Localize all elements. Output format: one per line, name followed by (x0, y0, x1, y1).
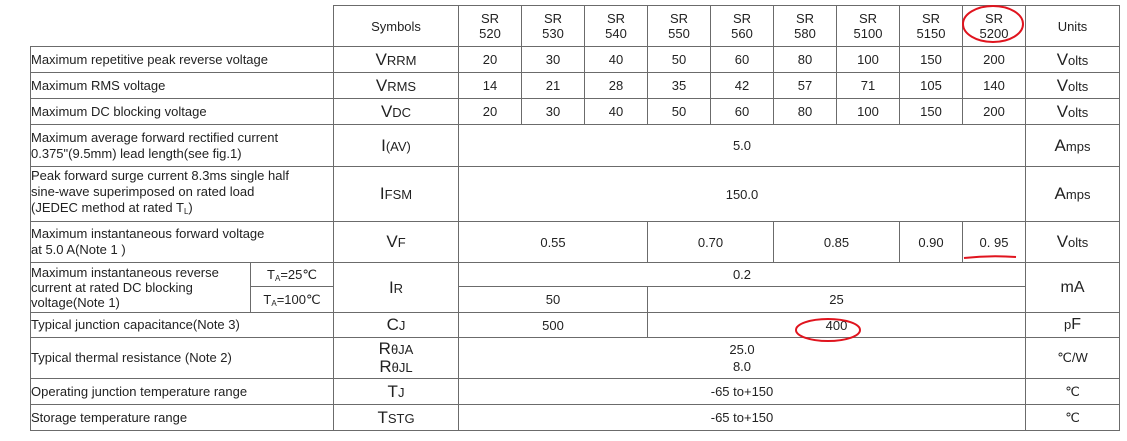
param-label: Typical junction capacitance(Note 3) (31, 313, 334, 338)
symbol-sub: FSM (384, 187, 413, 202)
symbol-sub: STG (387, 410, 415, 426)
param-line: Maximum instantaneous forward voltage (31, 226, 265, 241)
value-cell: 105 (900, 73, 963, 99)
unit-cell: ℃ (1026, 379, 1120, 405)
cond-rest: =100℃ (276, 291, 321, 307)
unit-sub: olts (1068, 235, 1089, 250)
param-line: sine-wave superimposed on rated load (31, 184, 255, 199)
symbol-line (334, 340, 458, 358)
param-line-text: (JEDEC method at rated T (31, 200, 184, 215)
value-cell: 50 (648, 47, 711, 73)
unit-cell (1026, 99, 1120, 125)
model-number: 580 (794, 26, 816, 41)
unit-cell (1026, 73, 1120, 99)
header-row (31, 6, 1120, 47)
table-row (31, 125, 1120, 167)
param-line: 0.375"(9.5mm) lead length(see fig.1) (31, 145, 242, 161)
param-line (31, 200, 333, 220)
symbol-sub: (AV) (385, 138, 411, 154)
unit-main: A (1054, 184, 1066, 203)
value-line: 25.0 (729, 342, 755, 357)
symbol-cell (334, 167, 459, 222)
value-cell: 50 (648, 99, 711, 125)
unit-cell: ℃/W (1026, 338, 1120, 379)
unit-sub: olts (1068, 104, 1089, 120)
symbol-main: V (386, 232, 398, 251)
symbol-main: R (378, 339, 391, 358)
value-cell: 150 (900, 99, 963, 125)
cond-rest: =25℃ (280, 266, 317, 282)
symbol-main: T (387, 381, 398, 401)
symbol-cell (334, 73, 459, 99)
model-header (774, 6, 837, 47)
cond-sub: A (274, 273, 281, 283)
symbol-cell (334, 263, 459, 313)
value-cell: 60 (711, 47, 774, 73)
symbol-main: V (375, 75, 388, 95)
value-cell: 150.0 (459, 167, 1026, 222)
model-number: 530 (542, 26, 564, 41)
unit-main: V (1056, 75, 1069, 95)
symbol-cell (334, 313, 459, 338)
table-row (31, 313, 1120, 338)
param-label (31, 125, 334, 167)
unit-cell (1026, 263, 1120, 313)
param-line: current at rated DC blocking (31, 280, 193, 295)
value-cell: 28 (585, 73, 648, 99)
value-cell (459, 338, 1026, 379)
symbol-cell (334, 379, 459, 405)
value-cell: 21 (522, 73, 585, 99)
value-cell: 60 (711, 99, 774, 125)
symbol-sub: J (398, 318, 406, 333)
value-cell: 40 (585, 47, 648, 73)
value-cell: 0.85 (774, 222, 900, 263)
value-cell: -65 to+150 (459, 405, 1026, 431)
unit-main: p (1063, 317, 1072, 332)
model-prefix: SR (795, 11, 815, 26)
param-label: Operating junction temperature range (31, 379, 334, 405)
model-number: 540 (605, 26, 627, 41)
symbol-main: I (388, 277, 394, 297)
value-cell: 0.2 (459, 263, 1026, 287)
unit-sub: olts (1068, 78, 1089, 94)
model-number: 5200 (979, 26, 1009, 41)
value-line: 8.0 (732, 359, 752, 374)
symbol-cell (334, 99, 459, 125)
model-header (459, 6, 522, 47)
model-prefix: SR (480, 11, 500, 26)
symbol-sub: F (397, 235, 406, 250)
value-cell: 50 (459, 287, 648, 313)
value-cell: 42 (711, 73, 774, 99)
value-cell: 80 (774, 99, 837, 125)
value-cell: 30 (522, 47, 585, 73)
value-cell: 40 (585, 99, 648, 125)
param-line: Peak forward surge current 8.3ms single half (31, 168, 289, 183)
model-number: 560 (731, 26, 753, 41)
table-row (31, 47, 1120, 73)
units-header: Units (1026, 6, 1120, 47)
symbol-sub: DC (392, 104, 412, 120)
value-cell: 35 (648, 73, 711, 99)
table-row (31, 99, 1120, 125)
table-row (31, 167, 1120, 222)
model-header (648, 6, 711, 47)
value-cell: 200 (963, 99, 1026, 125)
value-cell: 0.55 (459, 222, 648, 263)
unit-cell (1026, 222, 1120, 263)
value-cell-highlighted: 400 (648, 313, 1026, 338)
model-prefix: SR (858, 11, 878, 26)
value-cell: 0.70 (648, 222, 774, 263)
value-cell: 200 (963, 47, 1026, 73)
header-blank-cell (31, 6, 334, 47)
param-label (31, 263, 251, 313)
model-header (522, 6, 585, 47)
model-number: 5100 (853, 26, 883, 41)
unit-sub: olts (1068, 52, 1089, 68)
symbol-cell (334, 125, 459, 167)
value-cell: 100 (837, 99, 900, 125)
condition-cell (251, 263, 334, 287)
symbol-sub: R (393, 280, 404, 296)
unit-main: V (1056, 49, 1069, 69)
unit-main: V (1056, 101, 1069, 121)
model-number: 550 (668, 26, 690, 41)
symbol-sub: θJL (391, 360, 413, 375)
param-line: Maximum average forward rectified current (31, 129, 279, 145)
unit-sub: F (1071, 316, 1081, 333)
param-label (31, 167, 334, 222)
unit-sub: mps (1065, 138, 1091, 154)
symbol-main: C (386, 315, 399, 334)
cond-sub: A (271, 298, 277, 308)
symbol-cell (334, 222, 459, 263)
value-cell-highlighted: 0. 95 (963, 222, 1026, 263)
model-header (711, 6, 774, 47)
table-row (31, 73, 1120, 99)
cond-t: T (263, 291, 272, 307)
condition-cell (251, 287, 334, 313)
unit-cell (1026, 313, 1120, 338)
unit-cell (1026, 47, 1120, 73)
value-cell: 140 (963, 73, 1026, 99)
model-prefix: SR (984, 11, 1004, 26)
value-cell: 20 (459, 99, 522, 125)
value-cell: 14 (459, 73, 522, 99)
unit-cell: ℃ (1026, 405, 1120, 431)
unit-main: V (1056, 232, 1069, 251)
ratings-table (30, 5, 1120, 431)
value-cell: 80 (774, 47, 837, 73)
model-header (963, 6, 1026, 47)
param-label: Typical thermal resistance (Note 2) (31, 338, 334, 379)
symbols-header: Symbols (334, 6, 459, 47)
table-row (31, 222, 1120, 263)
value-cell: 20 (459, 47, 522, 73)
model-prefix: SR (921, 11, 941, 26)
value-cell: 100 (837, 47, 900, 73)
unit-cell (1026, 125, 1120, 167)
model-number: 520 (479, 26, 501, 41)
model-prefix: SR (669, 11, 689, 26)
param-line-end: ) (188, 200, 193, 215)
param-label: Maximum RMS voltage (31, 73, 334, 99)
symbol-sub: RMS (387, 78, 417, 94)
symbol-sub: RRM (386, 52, 417, 68)
symbol-main: V (375, 49, 387, 69)
value-cell: 150 (900, 47, 963, 73)
symbol-line (334, 358, 458, 376)
value-cell: 57 (774, 73, 837, 99)
symbol-main: I (379, 184, 385, 203)
param-label: Maximum repetitive peak reverse voltage (31, 47, 334, 73)
table-row (31, 263, 1120, 287)
symbol-main: V (380, 101, 393, 121)
symbol-main: R (379, 357, 392, 376)
table-row (31, 379, 1120, 405)
model-number: 5150 (916, 26, 946, 41)
symbol-main: T (377, 407, 388, 427)
unit-main: mA (1060, 278, 1085, 296)
symbol-cell (334, 338, 459, 379)
value-cell: 30 (522, 99, 585, 125)
model-header (585, 6, 648, 47)
unit-sub: mps (1065, 187, 1091, 202)
value-cell: 500 (459, 313, 648, 338)
param-line: voltage(Note 1) (31, 295, 120, 310)
model-header (900, 6, 963, 47)
unit-cell (1026, 167, 1120, 222)
param-line-sub: L (183, 207, 189, 216)
value-cell: 71 (837, 73, 900, 99)
param-label: Storage temperature range (31, 405, 334, 431)
model-prefix: SR (732, 11, 752, 26)
symbol-cell (334, 47, 459, 73)
value-cell: -65 to+150 (459, 379, 1026, 405)
param-label: Maximum DC blocking voltage (31, 99, 334, 125)
value-cell: 25 (648, 287, 1026, 313)
symbol-sub: J (397, 384, 405, 400)
unit-main: A (1054, 135, 1066, 155)
model-prefix: SR (606, 11, 626, 26)
symbol-cell (334, 405, 459, 431)
param-line: at 5.0 A(Note 1 ) (31, 242, 126, 257)
param-line: Maximum instantaneous reverse (31, 265, 219, 280)
table-row (31, 338, 1120, 379)
model-prefix: SR (543, 11, 563, 26)
value-cell: 0.90 (900, 222, 963, 263)
cond-t: T (267, 266, 275, 282)
model-header (837, 6, 900, 47)
symbol-sub: θJA (390, 342, 414, 357)
table-row (31, 405, 1120, 431)
value-cell: 5.0 (459, 125, 1026, 167)
symbol-main: I (381, 135, 386, 155)
param-label (31, 222, 334, 263)
